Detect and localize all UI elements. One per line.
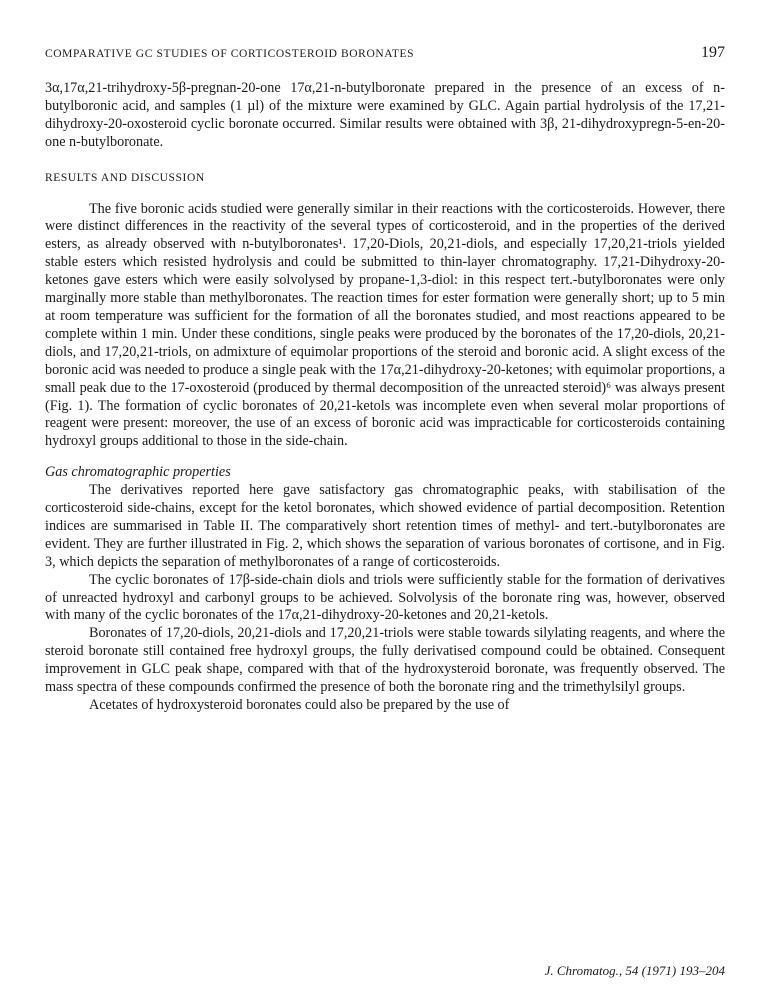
- journal-citation: J. Chromatog., 54 (1971) 193–204: [544, 963, 725, 978]
- paragraph: The derivatives reported here gave satisfactory gas chromatographic peaks, with stabilisation of the corticosteroid side-chains, except for the ketol boronates, which showed evidence of partial decomposition. Retention indices are summarised in Table II. The comparatively short retention times of methyl- and tert.-butylboronates are evident. They are further illustrated in Fig. 2, which shows the separation of various boronates of cortisone, and in Fig. 3, which depicts the separation of methylboronates of a range of corticosteroids.: [45, 482, 725, 570]
- paragraph-continuation: 3α,17α,21-trihydroxy-5β-pregnan-20-one 17α,21-n-butylboronate prepared in the presence of an excess of n-butylboronic acid, and samples (1 µl) of the mixture were examined by GLC. Again partial hydrolysis of the 17,21-dihydroxy-20-oxosteroid cyclic boronate occurred. Similar results were obtained with 3β, 21-dihydroxypregn-5-en-20-one n-butylboronate.: [45, 80, 725, 150]
- paragraph: The five boronic acids studied were generally similar in their reactions with the corticosteroids. However, there were distinct differences in the reactivity of the several types of corticosteroid, and in the properties of the derived esters, as already observed with n-butylboronates¹. 17,20-Diols, 20,21-diols, and especially 17,20,21-triols yielded stable esters which resisted hydrolysis and could be submitted to thin-layer chromatography. 17,21-Dihydroxy-20-ketones gave esters which were easily solvolysed by propane-1,3-diol: in this respect tert.-butylboronates were only marginally more stable than methylboronates. The reaction times for ester formation were generally short; up to 5 min at room temperature was sufficient for the formation of all the boronates studied, and most reactions appeared to be complete within 1 min. Under these conditions, single peaks were produced by the boronates of the 17,20-diols, 20,21-diols, and 17,20,21-triols, on admixture of equimolar proportions of the steroid and boronic acid. A slight excess of the boronic acid was needed to produce a single peak with the 17α,21-dihydroxy-20-ketones; with equimolar proportions, a small peak due to the 17-oxosteroid (produced by thermal decomposition of the unreacted steroid)⁶ was always present (Fig. 1). The formation of cyclic boronates of 20,21-ketols was incomplete even when several molar proportions of reagent were present: moreover, the use of an excess of boronic acid was impracticable for corticosteroids containing hydroxyl groups additional to those in the side-chain.: [45, 200, 725, 450]
- section-heading: RESULTS AND DISCUSSION: [45, 171, 205, 184]
- running-head: [45, 44, 725, 62]
- subsection-heading: Gas chromatographic properties: [45, 464, 231, 481]
- journal-page: [45, 0, 725, 1008]
- paragraph: The cyclic boronates of 17β-side-chain diols and triols were sufficiently stable for the formation of derivatives of unreacted hydroxyl and carbonyl groups to be achieved. Solvolysis of the boronate ring was, however, observed with many of the cyclic boronates of the 17α,21-dihydroxy-20-ketones and 20,21-ketols.: [45, 571, 725, 624]
- article-body: [45, 80, 725, 715]
- running-title: COMPARATIVE GC STUDIES OF CORTICOSTEROID BORONATES: [45, 48, 415, 60]
- paragraph: Boronates of 17,20-diols, 20,21-diols and 17,20,21-triols were stable towards silylating reagents, and where the steroid boronate still contained free hydroxyl groups, the fully derivatised compound could be obtained. Consequent improvement in GLC peak shape, compared with that of the hydroxysteroid boronate, was frequently observed. The mass spectra of these compounds confirmed the presence of both the boronate ring and the trimethylsilyl groups.: [45, 625, 725, 696]
- paragraph: Acetates of hydroxysteroid boronates could also be prepared by the use of: [89, 697, 510, 713]
- page-number: 197: [701, 44, 725, 61]
